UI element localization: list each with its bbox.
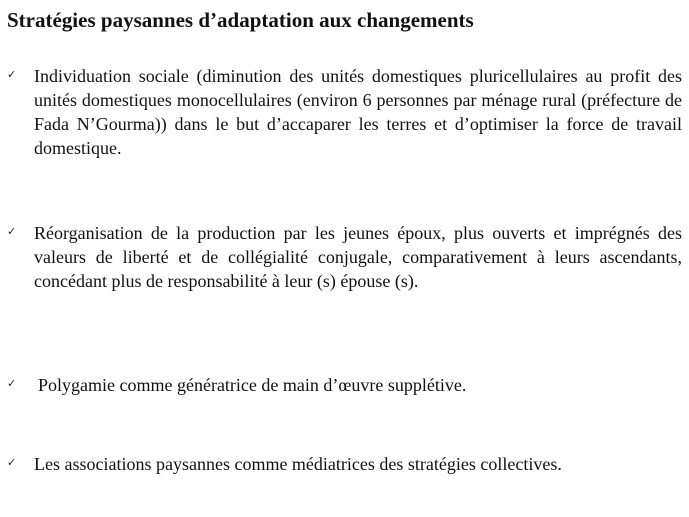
list-item-text: Polygamie comme génératrice de main d’œuvre supplétive. <box>38 375 467 395</box>
list-item-text: Individuation sociale (diminution des unités domestiques pluricellulaires au profit des unités domestiques monocellulaires (environ 6 personnes par ménage rural (préfecture de Fada N’Gourma)) dans le but d’accaparer les terres et d’optimiser la force de travail domestique. <box>34 66 682 158</box>
checkmark-icon: ✓ <box>7 457 17 469</box>
checkmark-icon: ✓ <box>7 69 17 81</box>
slide-title: Stratégies paysannes d’adaptation aux changements <box>7 8 474 32</box>
checkmark-icon: ✓ <box>7 378 17 390</box>
list-item-text: Réorganisation de la production par les jeunes époux, plus ouverts et imprégnés des valeurs de liberté et de collégialité conjugale, comparativement à leurs ascendants, concédant plus de responsabilité à leur (s) épouse (s). <box>34 223 682 291</box>
checkmark-icon: ✓ <box>7 226 17 238</box>
list-item-text: Les associations paysannes comme médiatrices des stratégies collectives. <box>34 454 562 474</box>
